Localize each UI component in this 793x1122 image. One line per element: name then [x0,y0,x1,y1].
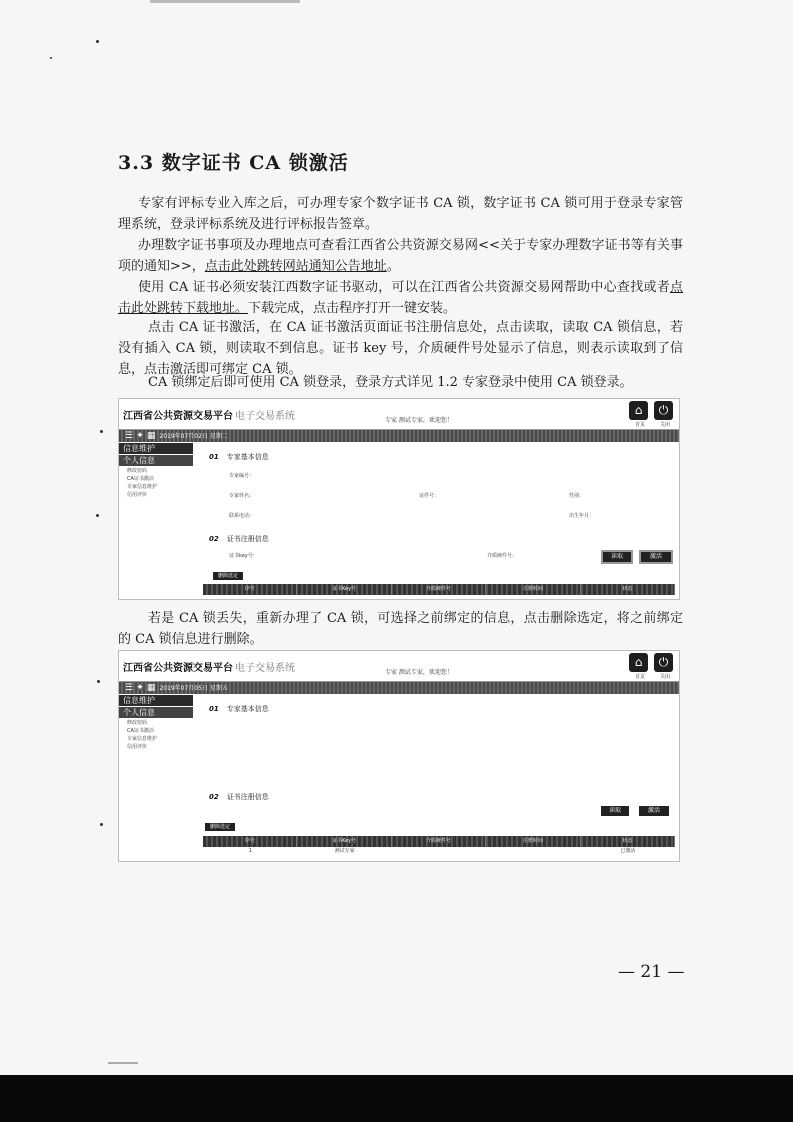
field-id-number: 证件号： [419,493,440,499]
scan-speck [100,823,103,826]
date-bar [119,430,679,442]
app-title [123,659,295,674]
col-index: 序号 [203,584,297,595]
menu-glyphs: ☰ ✦ ▦ [125,431,156,441]
app-title-text: 江西省公共资源交易平台 [123,411,233,422]
date-text: 2019年07月02日 星期二 [159,433,228,440]
table-header [203,836,675,847]
scan-speck [50,57,52,59]
delete-selected-button[interactable]: 删除选定 [213,572,243,580]
paragraph-driver [118,277,683,319]
sidebar-item-ca[interactable]: CA证书激活 [127,728,154,734]
col-media: 介质硬件号 [392,584,486,595]
sidebar-tab-info[interactable]: 信息维护 [119,443,193,454]
col-status: 状态 [581,836,675,847]
app-body [119,442,679,599]
sidebar-tab-personal[interactable]: 个人信息 [119,707,193,718]
cell-date [486,847,580,856]
col-index: 序号 [203,836,297,847]
notice-end: 。 [386,259,400,274]
table-header [203,584,675,595]
read-button[interactable]: 读取 [601,550,633,564]
paragraph-login: CA 锁绑定后即可使用 CA 锁登录，登录方式详见 1.2 专家登录中使用 CA 锁登录。 [148,375,633,390]
scan-mark [108,1062,138,1064]
power-icon[interactable]: ⏻ [654,401,673,420]
exit-label: 关闭 [660,422,671,428]
field-gender: 性别： [569,493,585,499]
col-media: 介质硬件号 [392,836,486,847]
section-label: 证书注册信息 [226,535,269,543]
paragraph-intro: 专家有评标专业入库之后，可办理专家个数字证书 CA 锁，数字证书 CA 锁可用于登录专家管理系统，登录评标系统及进行评标报告签章。 [118,196,683,232]
sidebar [119,442,193,499]
sidebar [119,694,193,751]
sidebar-item-profile[interactable]: 专家信息维护 [127,736,158,742]
section-cert-info [209,534,269,544]
field-expert-id: 专家编号： [229,473,255,479]
power-icon[interactable]: ⏻ [654,653,673,672]
cert-table [203,836,675,856]
section-title: 数字证书 CA 锁激活 [161,152,349,174]
activate-button[interactable]: 激活 [639,550,673,564]
field-media-id: 介质硬件号： [487,553,518,559]
paragraph-activate: 点击 CA 证书激活，在 CA 证书激活页面证书注册信息处，点击读取，读取 CA 锁信息，若没有插入 CA 锁，则读取不到信息。证书 key 号，介质硬件号处显示了信息，则表示读取到了信息，点击激活即可绑定 CA 锁。 [118,320,683,377]
download-link[interactable]: 点击此处跳转下载地址。 [118,280,683,316]
scan-bottom-edge [0,1075,793,1122]
cell-status: 已激活 [620,848,636,854]
home-label: 首页 [635,674,646,680]
page-number: — 21 — [618,962,685,982]
date-bar [119,682,679,694]
sidebar-item-credit[interactable]: 信用评价 [127,744,148,750]
field-phone: 联系电话： [229,513,255,519]
field-name: 专家姓名： [229,493,255,499]
app-subtitle: 电子交易系统 [235,663,295,674]
home-icon[interactable]: ⌂ [629,653,648,672]
sidebar-item-password[interactable]: 修改密码 [127,720,148,726]
col-date: 注册时间 [486,836,580,847]
sidebar-item-profile[interactable]: 专家信息维护 [127,484,158,490]
scan-speck [100,430,103,433]
activate-button[interactable]: 激活 [639,806,669,816]
sidebar-item-credit[interactable]: 信用评价 [127,492,148,498]
scan-speck [96,40,99,43]
sidebar-tab-info[interactable]: 信息维护 [119,695,193,706]
section-heading [118,148,349,175]
section-num: 02 [209,535,219,543]
user-greeting: 专家 测试专家，欢迎您！ [385,417,453,424]
driver-text: 使用 CA 证书必须安装江西数字证书驱动，可以在江西省公共资源交易网帮助中心查找或者 [138,280,670,295]
screenshot-ca-delete [118,650,680,862]
screenshot-ca-activate [118,398,680,600]
date-text: 2019年07月05日 星期五 [159,685,228,692]
user-greeting: 专家 测试专家，欢迎您！ [385,669,453,676]
section-label: 专家基本信息 [226,705,269,713]
sidebar-item-password[interactable]: 修改密码 [127,468,148,474]
cell-key [392,847,486,856]
cert-table [203,584,675,595]
col-key: 证书Key号 [297,836,391,847]
section-label: 证书注册信息 [226,793,269,801]
app-title-text: 江西省公共资源交易平台 [123,663,233,674]
app-subtitle: 电子交易系统 [235,411,295,422]
scan-mark [150,0,300,3]
cell-name: 测试专家 [334,848,355,854]
section-label: 专家基本信息 [226,453,269,461]
home-icon[interactable]: ⌂ [629,401,648,420]
sidebar-item-ca[interactable]: CA证书激活 [127,476,154,482]
app-title [123,407,295,422]
table-row[interactable] [203,847,675,856]
exit-label: 关闭 [660,674,671,680]
notice-text: 办理数字证书事项及办理地点可查看江西省公共资源交易网<<关于专家办理数字证书等有关事项的通知>>， [118,238,683,274]
cell-index: 1 [248,848,252,854]
notice-link[interactable]: 点击此处跳转网站通知公告地址 [204,259,387,274]
menu-glyphs: ☰ ✦ ▦ [125,683,156,693]
section-num: 01 [209,453,219,461]
section-number: 3.3 [118,152,155,174]
section-cert-info [209,792,269,802]
paragraph-lost: 若是 CA 锁丢失，重新办理了 CA 锁，可选择之前绑定的信息，点击删除选定，将之前绑定的 CA 锁信息进行删除。 [118,611,683,647]
field-cert-key: 证书key号： [229,553,258,559]
col-status: 状态 [581,584,675,595]
app-header [119,651,679,682]
driver-end: 下载完成，点击程序打开一键安装。 [248,301,457,316]
field-birth: 出生年月： [569,513,595,519]
home-label: 首页 [635,422,646,428]
section-num: 02 [209,793,219,801]
paragraph-notice [118,235,683,277]
section-num: 01 [209,705,219,713]
app-body [119,694,679,861]
read-button[interactable]: 读取 [601,806,629,816]
section-basic-info [209,452,269,462]
section-basic-info [209,704,269,714]
col-key: 证书Key号 [297,584,391,595]
sidebar-tab-personal[interactable]: 个人信息 [119,455,193,466]
delete-selected-button[interactable]: 删除选定 [205,823,235,831]
app-header [119,399,679,430]
scan-speck [97,680,100,683]
col-date: 注册时间 [486,584,580,595]
scan-speck [96,514,99,517]
